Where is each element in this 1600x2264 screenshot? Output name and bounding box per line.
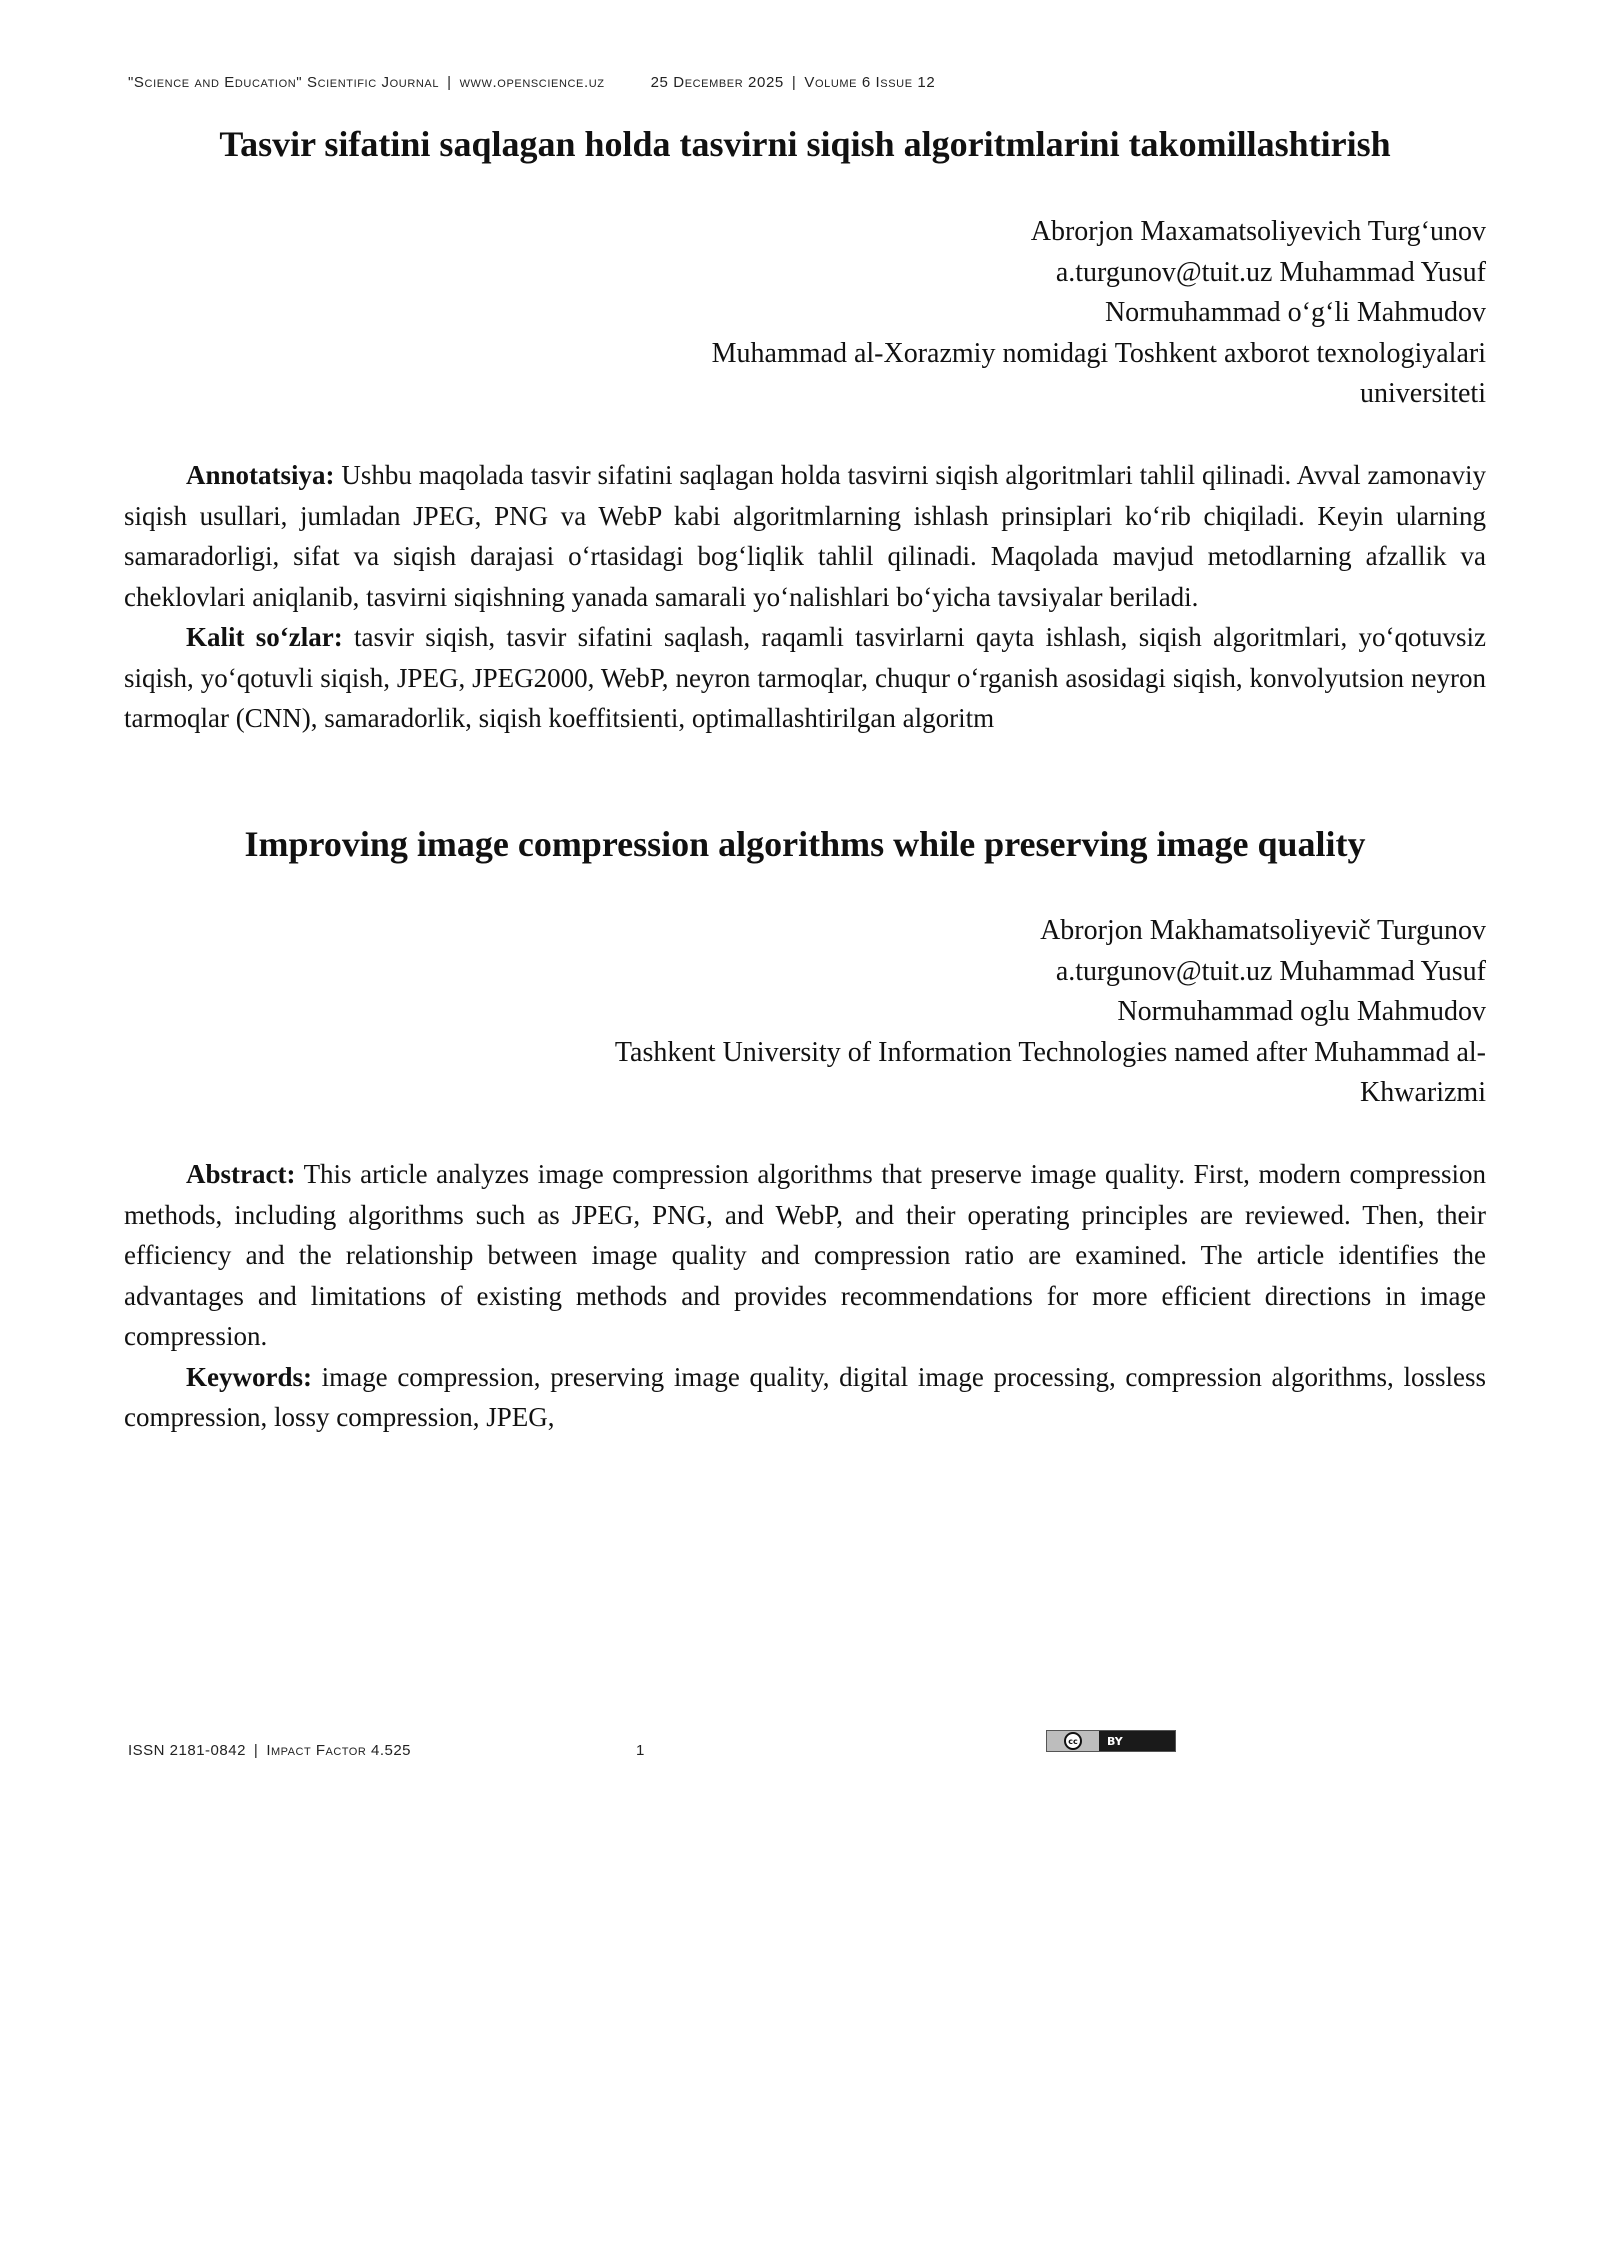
creative-commons-icon: cc <box>1064 1732 1082 1750</box>
author-line: Abrorjon Maxamatsoliyevich Turg‘unov <box>1030 216 1486 247</box>
authors-block-english <box>124 911 1486 1114</box>
author-line: Normuhammad o‘g‘li Mahmudov <box>1104 297 1486 328</box>
abstract-label: Abstract: <box>186 1159 296 1189</box>
abstract-english <box>124 1154 1486 1438</box>
abstract-paragraph <box>124 1154 1486 1357</box>
running-footer: ISSN 2181-0842 | Impact Factor 4.525 <box>128 1742 412 1759</box>
page-number: 1 <box>636 1742 645 1759</box>
author-line: Normuhammad oglu Mahmudov <box>1117 996 1486 1027</box>
abstract-uzbek <box>124 455 1486 739</box>
affiliation-line: Tashkent University of Information Technologies named after Muhammad al- <box>614 1036 1486 1068</box>
abstract-text: This article analyzes image compression algorithms that preserve image quality. First, modern compression methods, including algorithms such as JPEG, PNG, and WebP, and their operating principles are reviewed. Then, their efficiency and the relationship between image quality and compression ratio are examined. The article identifies the advantages and limitations of existing methods and provides recommendations for more efficient directions in image compression. <box>124 1159 1486 1351</box>
annotation-text: Ushbu maqolada tasvir sifatini saqlagan holda tasvirni siqish algoritmlari tahlil qilinadi. Avval zamonaviy siqish usullari, jumladan JPEG, PNG va WebP kabi algoritmlarning ishlash prinsiplari ko‘rib chiqiladi. Keyin ularning samaradorligi, sifat va siqish darajasi o‘rtasidagi bog‘liqlik tahlil qilinadi. Maqolada mavjud metodlarning afzallik va cheklovlari aniqlanib, tasvirni siqishning yanada samarali yo‘nalishlari bo‘yicha tavsiyalar beriladi. <box>124 460 1486 612</box>
author-email-line: a.turgunov@tuit.uz Muhammad Yusuf <box>1055 256 1486 288</box>
annotation-label: Annotatsiya: <box>186 460 335 490</box>
title-uzbek: Tasvir sifatini saqlagan holda tasvirni siqish algoritmlarini takomillashtirish <box>219 124 1391 164</box>
title-english: Improving image compression algorithms while preserving image quality <box>244 824 1366 864</box>
license-label: BY <box>1107 1734 1123 1748</box>
keywords-paragraph-english <box>124 1357 1486 1438</box>
keywords-label-english: Keywords: <box>186 1361 312 1392</box>
keywords-label-uzbek: Kalit so‘zlar: <box>186 622 343 652</box>
author-email-line: a.turgunov@tuit.uz Muhammad Yusuf <box>1055 955 1486 987</box>
affiliation-line: Muhammad al-Xorazmiy nomidagi Toshkent axborot texnologiyalari <box>711 337 1486 369</box>
affiliation-line: Khwarizmi <box>1360 1077 1486 1108</box>
issue-date: 25 December 2025 <box>650 74 784 91</box>
keywords-paragraph-uzbek <box>124 617 1486 739</box>
journal-website[interactable]: www.openscience.uz <box>459 74 605 91</box>
affiliation-line: universiteti <box>1360 378 1486 409</box>
author-line: Abrorjon Makhamatsoliyevič Turgunov <box>1040 915 1486 946</box>
annotation-paragraph <box>124 455 1486 617</box>
keywords-text-english: image compression, preserving image quality, digital image processing, compression algorithms, lossless compression, lossy compression, JPEG, <box>124 1361 1486 1432</box>
volume-issue: Volume 6 Issue 12 <box>804 74 936 91</box>
impact-factor: Impact Factor 4.525 <box>266 1742 412 1759</box>
running-header: "Science and Education" Scientific Journal | www.openscience.uz 25 December 2025 | Volume 6 Issue 12 <box>128 74 936 91</box>
authors-block-uzbek <box>124 212 1486 415</box>
journal-name: "Science and Education" Scientific Journal <box>128 74 440 91</box>
issn: ISSN 2181-0842 <box>128 1742 246 1759</box>
keywords-text-uzbek: tasvir siqish, tasvir sifatini saqlash, raqamli tasvirlarni qayta ishlash, siqish algoritmlari, yo‘qotuvsiz siqish, yo‘qotuvli siqish, JPEG, JPEG2000, WebP, neyron tarmoqlar, chuqur o‘rganish asosidagi siqish, konvolyutsion neyron tarmoqlar (CNN), samaradorlik, siqish koeffitsienti, optimallashtirilgan algoritm <box>124 622 1486 733</box>
cc-by-icon[interactable] <box>1046 1730 1176 1752</box>
